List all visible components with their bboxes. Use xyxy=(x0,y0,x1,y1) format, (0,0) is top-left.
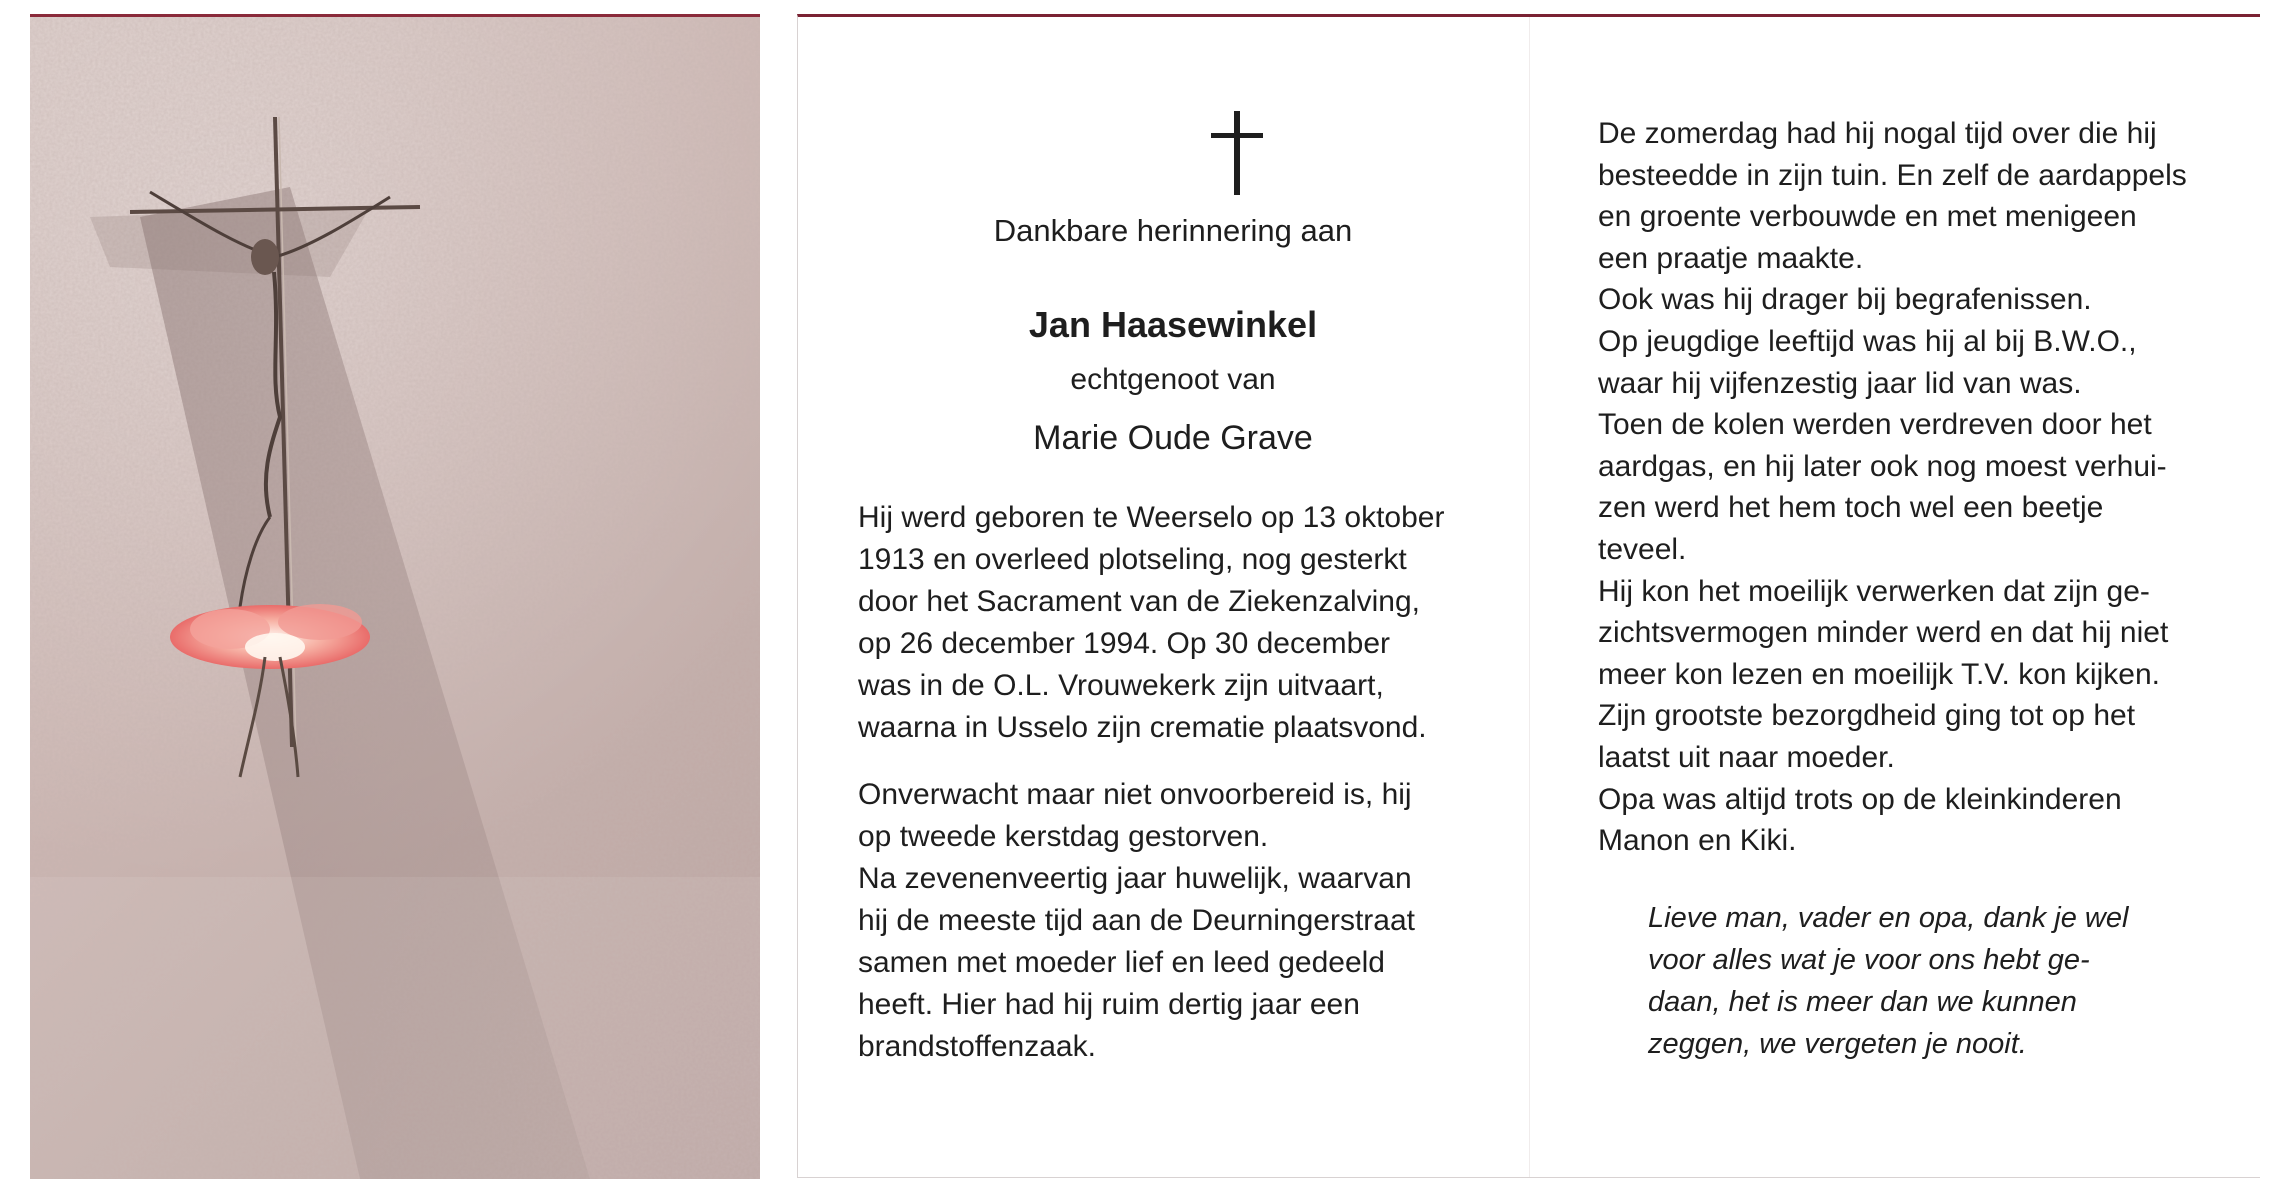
text-line: heeft. Hier had hij ruim dertig jaar een xyxy=(858,988,1360,1021)
text-line: samen met moeder lief en leed gedeeld xyxy=(858,946,1385,979)
birth-death-paragraph xyxy=(858,497,1488,749)
spouse-name: Marie Oude Grave xyxy=(1033,419,1313,457)
text-line: hij de meeste tijd aan de Deurningerstraat xyxy=(858,904,1415,937)
text-line: Hij kon het moeilijk verwerken dat zijn ge- xyxy=(1598,574,2150,608)
text-line: Opa was altijd trots op de kleinkinderen xyxy=(1598,782,2122,816)
text-line: zen werd het hem toch wel een beetje xyxy=(1598,491,2104,525)
text-line: Zijn grootste bezorgdheid ging tot op het xyxy=(1598,699,2136,733)
text-line: op 26 december 1994. Op 30 december xyxy=(858,627,1391,660)
text-line: Toen de kolen werden verdreven door het xyxy=(1598,408,2152,442)
crucifix-illustration xyxy=(30,17,760,1179)
text-line: Onverwacht maar niet onvoorbereid is, hij xyxy=(858,778,1412,811)
text-line: meer kon lezen en moeilijk T.V. kon kijken. xyxy=(1598,657,2160,691)
text-line: was in de O.L. Vrouwekerk zijn uitvaart, xyxy=(858,669,1384,702)
text-line: en groente verbouwde en met menigeen xyxy=(1598,200,2137,234)
crossbar-shadow xyxy=(90,207,370,277)
text-line: op tweede kerstdag gestorven. xyxy=(858,820,1269,853)
life-paragraph xyxy=(858,774,1488,1068)
text-line: teveel. xyxy=(1598,532,1687,566)
text-line: voor alles wat je voor ons hebt ge- xyxy=(1648,944,2090,976)
cross-icon xyxy=(1211,111,1263,195)
card-fold xyxy=(1529,17,1530,1177)
card-text-panel xyxy=(797,14,2260,1178)
text-line: Hij werd geboren te Weerselo op 13 oktober xyxy=(858,501,1445,534)
text-line: besteedde in zijn tuin. En zelf de aardappels xyxy=(1598,158,2187,192)
text-line: een praatje maakte. xyxy=(1598,241,1864,275)
text-line: zichtsvermogen minder werd en dat hij niet xyxy=(1598,616,2169,650)
crucifix-photo xyxy=(30,14,760,1179)
text-line: door het Sacrament van de Ziekenzalving, xyxy=(858,585,1420,618)
flower-petal xyxy=(278,604,362,640)
flower-center xyxy=(245,633,305,661)
memories-paragraph xyxy=(1598,113,2238,862)
closing-verse xyxy=(1648,897,2168,1065)
text-line: aardgas, en hij later ook nog moest verhui- xyxy=(1598,449,2167,483)
text-line: waarna in Usselo zijn crematie plaatsvond. xyxy=(858,711,1427,744)
intro-line: Dankbare herinnering aan xyxy=(993,213,1353,248)
text-line: Ook was hij drager bij begrafenissen. xyxy=(1598,283,2092,317)
corpus-head xyxy=(251,239,279,275)
text-line: brandstoffenzaak. xyxy=(858,1030,1096,1063)
text-line: 1913 en overleed plotseling, nog gesterkt xyxy=(858,543,1407,576)
text-line: laatst uit naar moeder. xyxy=(1598,740,1895,774)
text-line: Manon en Kiki. xyxy=(1598,824,1797,858)
text-line: daan, het is meer dan we kunnen xyxy=(1648,986,2077,1018)
spouse-label: echtgenoot van xyxy=(1070,363,1276,396)
text-line: waar hij vijfenzestig jaar lid van was. xyxy=(1598,366,2082,400)
text-line: De zomerdag had hij nogal tijd over die hij xyxy=(1598,117,2157,150)
text-line: Op jeugdige leeftijd was hij al bij B.W.O., xyxy=(1598,324,2137,358)
text-line: Lieve man, vader en opa, dank je wel xyxy=(1648,902,2129,934)
text-line: zeggen, we vergeten je nooit. xyxy=(1648,1028,2027,1060)
text-line: Na zevenenveertig jaar huwelijk, waarvan xyxy=(858,862,1412,895)
deceased-name: Jan Haasewinkel xyxy=(1028,304,1318,345)
light-wash xyxy=(30,877,760,1179)
